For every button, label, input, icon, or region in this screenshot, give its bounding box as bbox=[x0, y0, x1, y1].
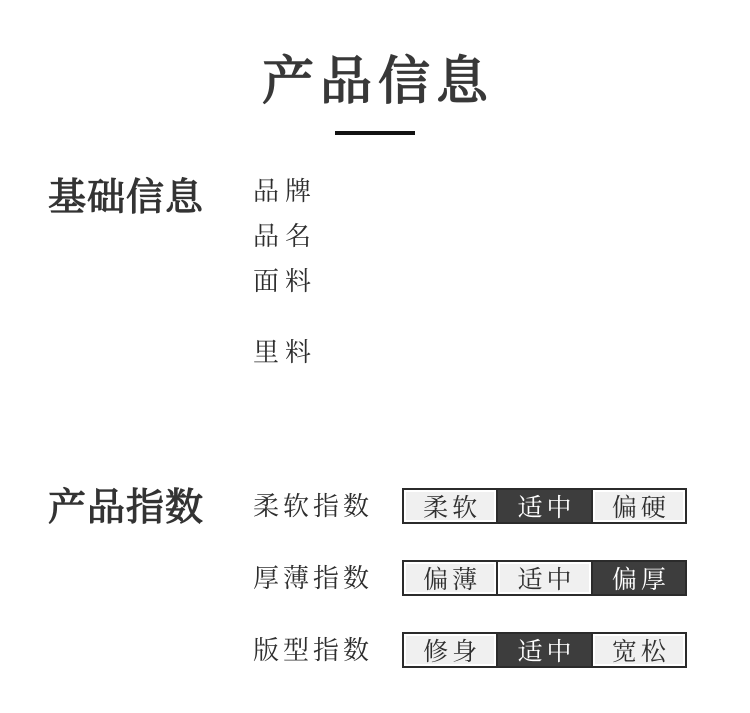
section-heading-basic-info: 基础信息 bbox=[48, 177, 205, 219]
softness-option-soft: 柔软 bbox=[404, 490, 496, 522]
index-row-fit bbox=[253, 632, 687, 668]
thickness-scale bbox=[402, 560, 687, 596]
softness-option-hard: 偏硬 bbox=[591, 490, 685, 522]
basic-info-fields bbox=[253, 178, 317, 384]
thickness-option-medium: 适中 bbox=[496, 562, 590, 594]
index-row-softness bbox=[253, 488, 687, 524]
fit-scale bbox=[402, 632, 687, 668]
fit-option-slim: 修身 bbox=[404, 634, 496, 666]
page-title: 产品信息 bbox=[261, 53, 494, 111]
softness-option-medium: 适中 bbox=[496, 490, 590, 522]
softness-index-label: 柔软指数 bbox=[253, 491, 374, 521]
fit-option-medium: 适中 bbox=[496, 634, 590, 666]
thickness-option-thin: 偏薄 bbox=[404, 562, 496, 594]
section-heading-product-index: 产品指数 bbox=[48, 487, 205, 529]
field-label-product-name: 品名 bbox=[253, 221, 318, 251]
thickness-option-thick: 偏厚 bbox=[591, 562, 685, 594]
product-index-rows bbox=[253, 488, 687, 704]
title-underline bbox=[335, 131, 415, 135]
index-row-thickness bbox=[253, 560, 687, 596]
thickness-index-label: 厚薄指数 bbox=[253, 563, 374, 593]
field-label-fabric: 面料 bbox=[253, 266, 318, 296]
field-label-brand: 品牌 bbox=[253, 176, 318, 206]
field-label-lining: 里料 bbox=[253, 337, 318, 367]
softness-scale bbox=[402, 488, 687, 524]
fit-option-loose: 宽松 bbox=[591, 634, 685, 666]
fit-index-label: 版型指数 bbox=[253, 635, 374, 665]
